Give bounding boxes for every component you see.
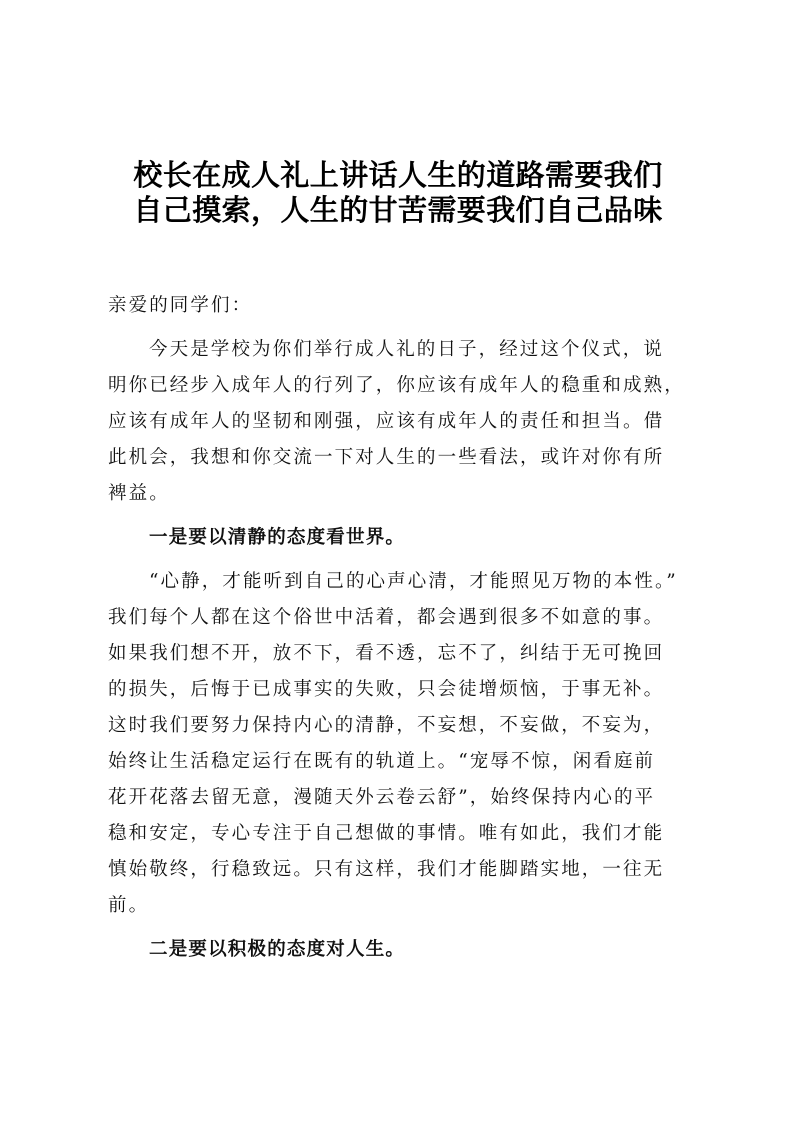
text-line: 的损失，后悔于已成事实的失败，只会徒增烦恼，于事无补。 xyxy=(108,679,665,700)
title-line-2: 自己摸索，人生的甘苦需要我们自己品味 xyxy=(133,193,663,227)
paragraph-intro xyxy=(108,332,688,512)
text-line: 慎始敬终，行稳致远。只有这样，我们才能脚踏实地，一往无 xyxy=(108,859,665,880)
section-heading-1 xyxy=(108,520,688,556)
section-heading-2 xyxy=(108,932,688,968)
text-line: 我们每个人都在这个俗世中活着，都会遇到很多不如意的事。 xyxy=(108,607,665,628)
document-title xyxy=(108,158,688,228)
text-line: 此机会，我想和你交流一下对人生的一些看法，或许对你有所 xyxy=(108,447,665,468)
heading-line: 一是要以清静的态度看世界。 xyxy=(149,527,406,548)
text-line: 今天是学校为你们举行成人礼的日子，经过这个仪式，说 xyxy=(149,339,665,360)
heading-line: 二是要以积极的态度对人生。 xyxy=(149,939,406,960)
text-line: 如果我们想不开，放不下，看不透，忘不了，纠结于无可挽回 xyxy=(108,643,665,664)
text-line: 裨益。 xyxy=(108,483,170,504)
text-line: 应该有成年人的坚韧和刚强，应该有成年人的责任和担当。借 xyxy=(108,411,665,432)
document-body xyxy=(108,288,688,968)
text-line: 花开花落去留无意，漫随天外云卷云舒”，始终保持内心的平 xyxy=(108,787,656,808)
greeting: 亲爱的同学们： xyxy=(108,295,253,316)
text-line: 稳和安定，专心专注于自己想做的事情。唯有如此，我们才能 xyxy=(108,823,665,844)
text-line: 始终让生活稳定运行在既有的轨道上。“宠辱不惊，闲看庭前 xyxy=(108,751,656,772)
paragraph-section-1 xyxy=(108,564,688,924)
text-line: “心静，才能听到自己的心声心清，才能照见万物的本性。” xyxy=(149,571,678,592)
text-line: 这时我们要努力保持内心的清静，不妄想，不妄做，不妄为， xyxy=(108,715,665,736)
text-line: 前。 xyxy=(108,895,150,916)
title-line-1: 校长在成人礼上讲话人生的道路需要我们 xyxy=(133,158,663,192)
text-line: 明你已经步入成年人的行列了，你应该有成年人的稳重和成熟， xyxy=(108,375,685,396)
